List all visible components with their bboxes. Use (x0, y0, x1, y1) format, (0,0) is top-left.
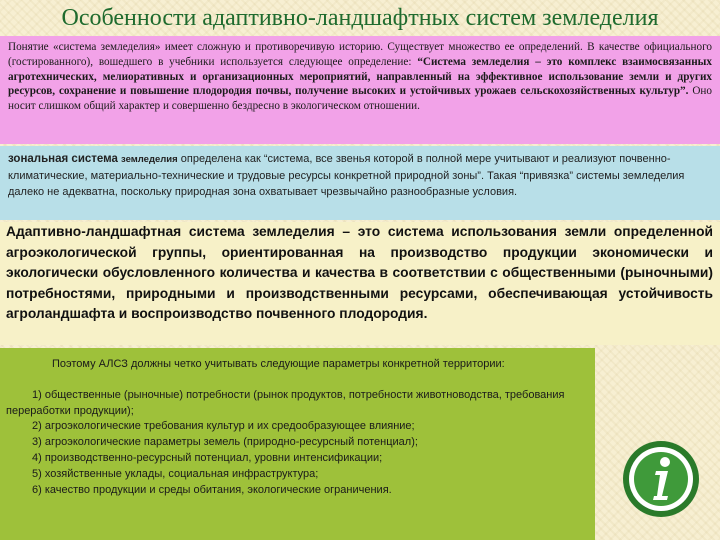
definition-block (0, 36, 720, 144)
alsz-definition-block (0, 222, 720, 345)
spacer (6, 373, 589, 388)
list-item: 6) качество продукции и среды обитания, экологические ограничения. (32, 483, 392, 496)
zonal-system-term: зональная система (8, 153, 118, 165)
list-item: 4) производственно-ресурсный потенциал, уровни интенсификации; (32, 451, 383, 464)
list-item: 3) агроэкологические параметры земель (природно-ресурсный потенциал); (32, 436, 418, 449)
slide-title: Особенности адаптивно-ландшафтных систем земледелия (61, 5, 659, 31)
parameters-intro: Поэтому АЛСЗ должны четко учитывать следующие параметры конкретной территории: (52, 358, 505, 370)
definition-outro: Оно носит слишком общий характер и совершенно бездресно в экологическом отношении. (8, 85, 712, 113)
info-icon (622, 440, 700, 518)
official-definition: “Система земледелия – это комплекс взаимосвязанных агротехнических, мелиоративных и организационных мероприятий, направленный на эффективное использование земли и других ресурсов, сохранение и повышение плодородия почвы, получение высоких и устойчивых урожаев сельскохозяйственных культур”. (8, 55, 712, 98)
list-item: 1) общественные (рыночные) потребности (рынок продуктов, потребности животноводства, требования переработки продукции); (6, 388, 565, 417)
zonal-system-term-small: земледелия (120, 154, 178, 165)
alsz-definition-text: Адаптивно-ландшафтная система земледелия – это система использования земли определенной агроэкологической группы, ориентированная на производство продукции экономически и экологически обусловленного количества и качества в соответствии с общественными (рыночными) потребностями, природными и производственными ресурсами, обеспечивающая устойчивость агроландшафта и воспроизводство почвенного плодородия. (6, 224, 713, 322)
list-item: 5) хозяйственные уклады, социальная инфраструктура; (32, 467, 319, 480)
zonal-system-text: определена как “система, все звенья которой в полной мере учитывают и реализуют почвенно-климатические, материально-технические и трудовые ресурсы конкретной природной зоны”. Такая “привязка” системы земледелия далеко не адекватна, поскольку природная зона охватывает чрезвычайно разнообразные условия. (8, 153, 685, 198)
zonal-system-block (0, 146, 720, 220)
parameters-block (0, 348, 595, 540)
definition-intro: Понятие «система земледелия» имеет сложную и противоречивую историю. Существует множество ее определений. В качестве официального (гостированного), вошедшего в учебники используется следующее определение: (8, 41, 712, 68)
list-item: 2) агроэкологические требования культур и их средообразующее влияние; (32, 420, 415, 433)
